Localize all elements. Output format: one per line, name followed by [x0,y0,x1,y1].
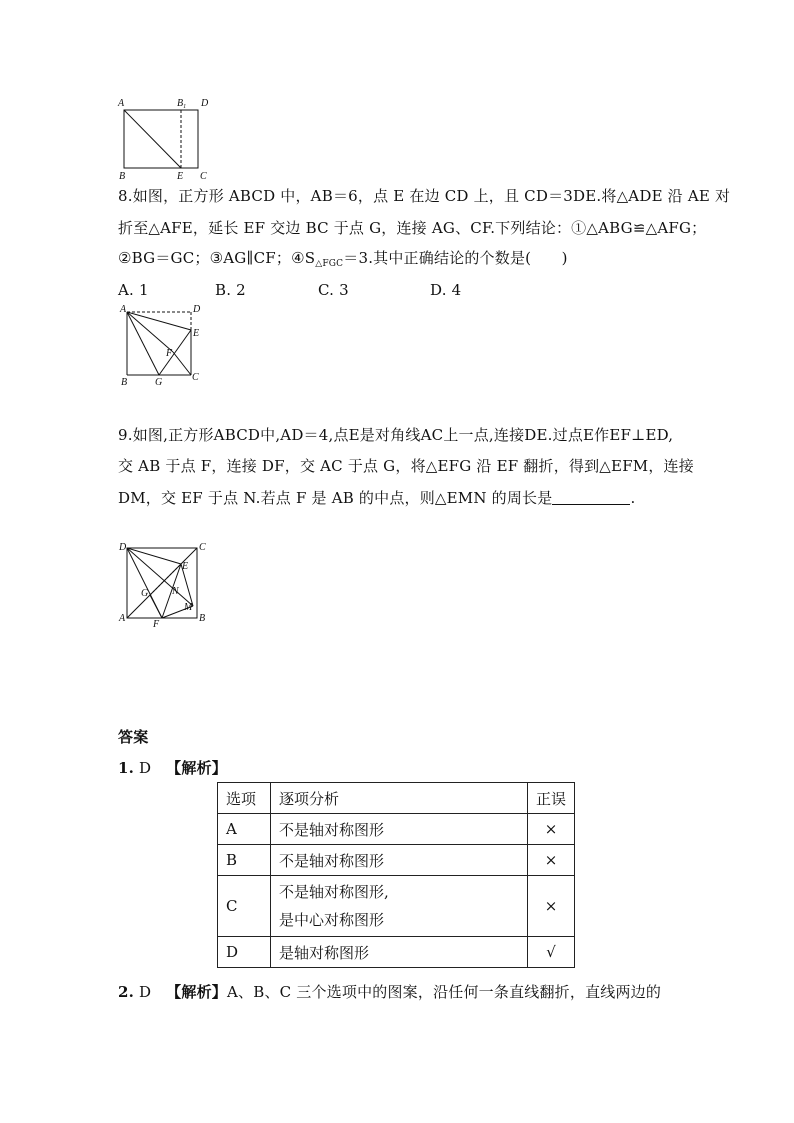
label-e: E [177,171,184,182]
q8-option-b: B. 2 [215,281,246,299]
table-cell-option: A [218,814,271,845]
answer-1-tag: 【解析】 [166,759,227,777]
table-cell-option: B [218,845,271,876]
q9-figure [115,538,215,628]
label-d: D [119,542,127,553]
answer-blank [552,490,630,505]
analysis-line-1: 不是轴对称图形, [279,883,389,901]
q8-option-a: A. 1 [118,281,149,299]
q9-line-1: 9.如图,正方形ABCD中,AD＝4,点E是对角线AC上一点,连接DE.过点E作EF⊥ED, [118,426,674,444]
q7-figure [115,95,215,180]
label-c: C [192,372,199,383]
table-cell-mark: × [528,814,575,845]
label-a: A [120,304,127,315]
table-header: 逐项分析 [271,783,528,814]
table-row [218,937,575,968]
table-row [218,814,575,845]
table-row [218,876,575,937]
table-cell-mark: × [528,876,575,937]
answer-2-number: 2. [118,983,135,1001]
label-m: M [184,602,193,613]
label-e: E [193,328,200,339]
q8-line-3-text: ②BG＝GC；③AG∥CF；④S [118,249,316,267]
table-cell-analysis: 不是轴对称图形 [271,845,528,876]
answer-1-number: 1. [118,759,135,777]
table-cell-analysis: 是轴对称图形 [271,937,528,968]
q9-line-3-end: . [630,489,636,507]
table-cell-mark: √ [528,937,575,968]
label-f: F [153,619,160,630]
label-a: A [119,613,126,624]
label-d: D [193,304,201,315]
answer-1 [118,758,227,778]
table-cell-option: D [218,937,271,968]
answer-2-tag: 【解析】 [166,983,227,1001]
label-b: B [121,377,128,388]
label-g: G [155,377,163,388]
table-header: 正误 [528,783,575,814]
table-cell-analysis [271,876,528,937]
table-cell-analysis: 不是轴对称图形 [271,814,528,845]
label-g: G [141,588,149,599]
answer-2 [118,982,661,1002]
table-row [218,845,575,876]
q9-line-2: 交 AB 于点 F，连接 DF，交 AC 于点 G，将△EFG 沿 EF 翻折，得到△EFM，连接 [118,457,694,475]
label-c: C [200,171,207,182]
answer-2-choice: D [139,983,152,1001]
q8-option-d: D. 4 [430,281,462,299]
label-d: D [201,98,209,109]
q9-line-3-text: DM，交 EF 于点 N.若点 F 是 AB 的中点，则△EMN 的周长是 [118,489,553,507]
q8-line-3 [118,248,568,274]
answer-1-table [217,782,575,968]
table-header-row [218,783,575,814]
q8-area-subscript: △FGC [315,259,344,269]
table-header: 选项 [218,783,271,814]
label-f: F [166,348,173,359]
q8-figure [115,302,215,392]
label-b: B [119,171,126,182]
label-c: C [199,542,206,553]
label-e: E [182,561,189,572]
q8-line-3-end: ＝3.其中正确结论的个数是( ) [343,249,568,267]
label-a: A [118,98,125,109]
q8-option-c: C. 3 [318,281,349,299]
label-b: B [199,613,206,624]
q8-line-1: 8.如图，正方形 ABCD 中，AB＝6，点 E 在边 CD 上，且 CD＝3DE.将△ADE 沿 AE 对 [118,187,731,205]
answer-1-choice: D [139,759,152,777]
analysis-line-2: 是中心对称图形 [279,911,385,929]
q8-line-2: 折至△AFE，延长 EF 交边 BC 于点 G，连接 AG、CF.下列结论：①△ABG≌△AFG； [118,219,707,237]
label-n: N [172,586,179,597]
answer-2-text: A、B、C 三个选项中的图案，沿任何一条直线翻折，直线两边的 [226,983,662,1001]
table-cell-option: C [218,876,271,937]
q9-line-3 [118,488,635,508]
answers-heading: 答案 [118,728,149,746]
label-b1: $B_1$ [177,98,187,110]
table-cell-mark: × [528,845,575,876]
